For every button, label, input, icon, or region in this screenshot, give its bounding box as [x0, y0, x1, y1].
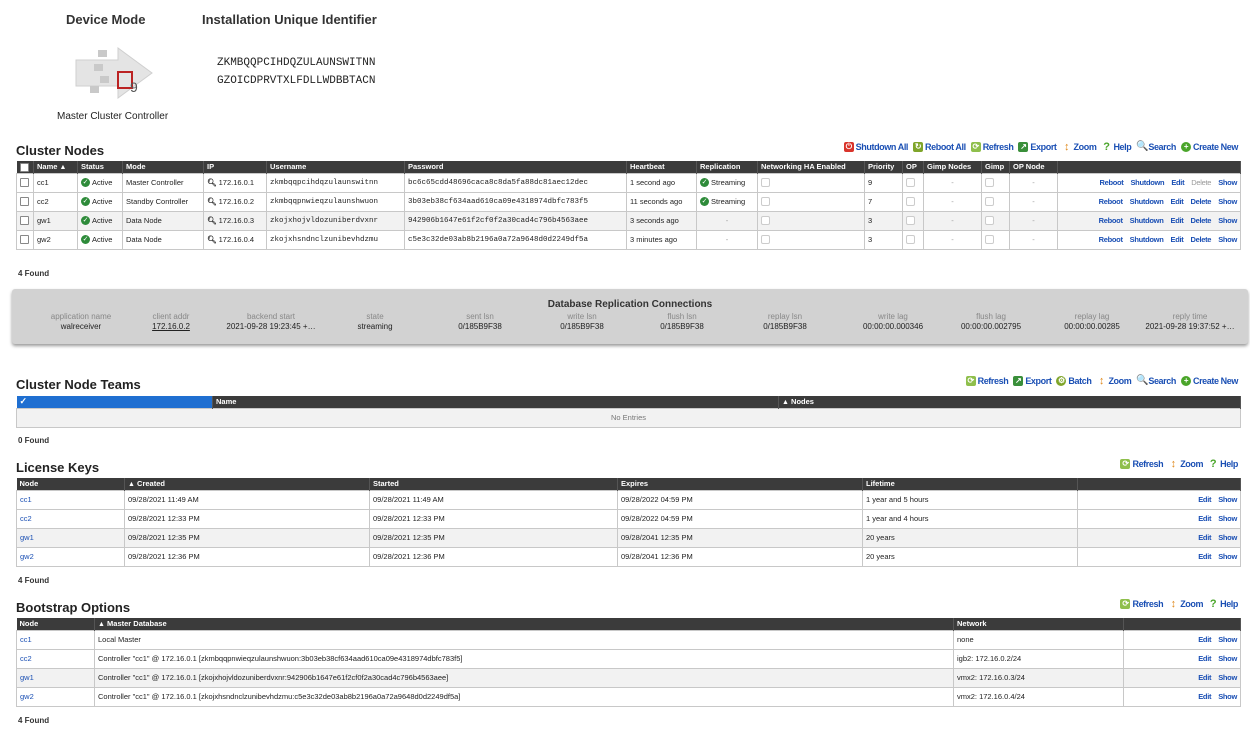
gimp-nodes-cell: -: [924, 173, 982, 192]
repl-reply-time: reply time 2021-09-28 19:37:52 +…: [1145, 312, 1235, 331]
teams-found: 0 Found: [18, 436, 50, 445]
expires-cell: 09/28/2041 12:36 PM: [618, 547, 863, 566]
username-cell: zkmbqqpcihdqzulaunswitnn: [267, 173, 405, 192]
search-button[interactable]: 🔍 Search: [1136, 375, 1176, 386]
repl-replay-lag: replay lag 00:00:00.00285: [1064, 312, 1120, 331]
create-new-button[interactable]: + Create New: [1181, 142, 1238, 152]
replication-cell: -: [697, 230, 758, 249]
networking-ha-checkbox: [758, 230, 865, 249]
mode-cell: Master Controller: [123, 173, 204, 192]
edit-link[interactable]: Edit: [1198, 495, 1212, 504]
sort-asc-icon: ▲: [59, 164, 67, 172]
show-link[interactable]: Show: [1218, 635, 1237, 644]
export-icon: ↗: [1020, 142, 1027, 151]
client-addr-link[interactable]: 172.16.0.2: [152, 322, 190, 331]
col-gimp[interactable]: Gimp: [982, 161, 1010, 173]
edit-link[interactable]: Edit: [1198, 552, 1212, 561]
edit-link[interactable]: Edit: [1170, 197, 1184, 206]
license-found: 4 Found: [18, 576, 50, 585]
select-all-checkbox[interactable]: ✓: [17, 396, 213, 408]
help-button[interactable]: ? Help: [1209, 598, 1238, 610]
bootstrap-table: [16, 618, 1241, 707]
col-replication[interactable]: Replication: [697, 161, 758, 173]
edit-link[interactable]: Edit: [1198, 514, 1212, 523]
row-actions: [1078, 509, 1241, 528]
op-checkbox: [903, 230, 924, 249]
priority-cell: 9: [865, 173, 903, 192]
op-node-cell: -: [1010, 211, 1058, 230]
col-op-node[interactable]: OP Node: [1010, 161, 1058, 173]
zoom-button[interactable]: ↕ Zoom: [1062, 142, 1097, 152]
row-actions: [1058, 211, 1241, 230]
op-checkbox: [903, 192, 924, 211]
node-link[interactable]: cc2: [17, 649, 95, 668]
priority-cell: 7: [865, 192, 903, 211]
col-op[interactable]: OP: [903, 161, 924, 173]
teams-title: Cluster Node Teams: [16, 377, 141, 392]
edit-link[interactable]: Edit: [1198, 654, 1212, 663]
replication-cell: ✓ Streaming: [697, 173, 758, 192]
row-actions: [1124, 630, 1241, 649]
show-link[interactable]: Show: [1218, 673, 1237, 682]
table-row: [17, 192, 1241, 211]
teams-toolbar: [966, 376, 1238, 386]
row-checkbox[interactable]: [17, 192, 34, 211]
node-link[interactable]: gw2: [17, 687, 95, 706]
node-link[interactable]: gw1: [17, 668, 95, 687]
created-cell: 09/28/2021 12:33 PM: [125, 509, 370, 528]
col-nodes[interactable]: ▲ Nodes: [779, 396, 1241, 408]
gimp-checkbox: [982, 192, 1010, 211]
repl-application-name: application name walreceiver: [50, 312, 112, 331]
repl-sent-lsn: sent lsn 0/185B9F38: [458, 312, 502, 331]
col-master-database[interactable]: ▲ Master Database: [95, 618, 954, 630]
plus-icon: +: [1181, 376, 1191, 386]
reboot-link[interactable]: Reboot: [1098, 197, 1123, 206]
ip-cell[interactable]: 🔍︎ 172.16.0.4: [204, 230, 267, 249]
op-node-cell: -: [1010, 230, 1058, 249]
sort-asc-icon: ▲: [98, 621, 105, 629]
heartbeat-cell: 3 minutes ago: [627, 230, 697, 249]
cluster-nodes-found: 4 Found: [18, 269, 50, 278]
row-checkbox[interactable]: [17, 211, 34, 230]
table-row: [17, 509, 1241, 528]
license-title: License Keys: [16, 460, 100, 475]
priority-cell: 3: [865, 230, 903, 249]
table-row: [17, 547, 1241, 566]
password-cell: 3b03eb38cf634aad610ca09e4318974dbfc783f5: [405, 192, 627, 211]
gimp-nodes-cell: -: [924, 230, 982, 249]
refresh-icon: ⟳: [967, 376, 974, 385]
device-mode-value: Master Cluster Controller: [57, 111, 169, 122]
col-gimp-nodes[interactable]: Gimp Nodes: [924, 161, 982, 173]
shutdown-link[interactable]: Shutdown: [1130, 178, 1165, 187]
node-name: gw2: [34, 230, 78, 249]
export-button[interactable]: ↗ Export: [1020, 142, 1057, 152]
started-cell: 09/28/2021 11:49 AM: [370, 490, 618, 509]
col-priority[interactable]: Priority: [865, 161, 903, 173]
show-link[interactable]: Show: [1218, 235, 1237, 244]
repl-backend-start: backend start 2021-09-28 19:23:45 +…: [226, 312, 316, 331]
gimp-nodes-cell: -: [924, 192, 982, 211]
password-cell: 942906b1647e61f2cf0f2a30cad4c796b4563aee: [405, 211, 627, 230]
refresh-button[interactable]: ⟳ Refresh: [972, 142, 1014, 152]
network-cell: vmx2: 172.16.0.3/24: [954, 668, 1124, 687]
node-name: cc1: [34, 173, 78, 192]
lifetime-cell: 20 years: [863, 547, 1078, 566]
show-link[interactable]: Show: [1218, 533, 1237, 542]
power-icon: ⏻: [844, 142, 854, 152]
created-cell: 09/28/2021 11:49 AM: [125, 490, 370, 509]
delete-link[interactable]: Delete: [1190, 235, 1212, 244]
col-actions: [1058, 161, 1241, 173]
username-cell: zkmbqqpnwieqzulaunshwuon: [267, 192, 405, 211]
help-button[interactable]: ? Help: [1209, 458, 1238, 470]
delete-link[interactable]: Delete: [1190, 216, 1212, 225]
help-button[interactable]: ? Help: [1103, 141, 1132, 153]
export-icon: ↗: [1015, 376, 1022, 385]
row-checkbox[interactable]: [17, 173, 34, 192]
search-button[interactable]: 🔍 Search: [1136, 141, 1176, 152]
row-actions: [1124, 668, 1241, 687]
select-all-checkbox[interactable]: [17, 161, 34, 173]
status-cell: ✓ Active: [78, 192, 123, 211]
repl-flush-lag: flush lag 00:00:00.002795: [960, 312, 1022, 331]
zoom-icon: ↕: [1098, 375, 1104, 387]
node-name: cc2: [34, 192, 78, 211]
shutdown-link[interactable]: Shutdown: [1129, 216, 1164, 225]
zoom-button[interactable]: ↕ Zoom: [1168, 599, 1203, 609]
edit-link[interactable]: Edit: [1198, 673, 1212, 682]
col-username[interactable]: Username: [267, 161, 405, 173]
refresh-icon: ⟳: [972, 142, 979, 151]
row-actions: [1124, 649, 1241, 668]
col-name[interactable]: Name ▲: [34, 161, 78, 173]
priority-cell: 3: [865, 211, 903, 230]
table-row: [17, 668, 1241, 687]
op-node-cell: -: [1010, 192, 1058, 211]
heartbeat-cell: 1 second ago: [627, 173, 697, 192]
delete-link-disabled: Delete: [1191, 178, 1212, 187]
check-circle-icon: ✓: [82, 198, 89, 206]
create-new-button[interactable]: + Create New: [1181, 376, 1238, 386]
master-database-cell: Controller "cc1" @ 172.16.0.1 [zkmbqqpnwieqzulaunshwuon:3b03eb38cf634aad610ca09e4318974dbfc783f5]: [95, 649, 954, 668]
shutdown-link[interactable]: Shutdown: [1129, 235, 1164, 244]
status-cell: ✓ Active: [78, 211, 123, 230]
table-row: [17, 211, 1241, 230]
show-link[interactable]: Show: [1218, 552, 1237, 561]
gimp-checkbox: [982, 211, 1010, 230]
row-actions: [1078, 528, 1241, 547]
col-node[interactable]: Node: [17, 478, 125, 490]
networking-ha-checkbox: [758, 192, 865, 211]
device-mode-heading: Device Mode: [66, 12, 146, 27]
replication-title: Database Replication Connections: [547, 299, 713, 310]
sort-asc-icon: ▲: [782, 399, 789, 407]
expires-cell: 09/28/2041 12:35 PM: [618, 528, 863, 547]
col-mode[interactable]: Mode: [123, 161, 204, 173]
table-row: [17, 173, 1241, 192]
shutdown-all-button[interactable]: ⏻ Shutdown All: [844, 142, 908, 152]
ip-cell[interactable]: 🔍︎ 172.16.0.3: [204, 211, 267, 230]
networking-ha-checkbox: [758, 211, 865, 230]
table-row: [17, 687, 1241, 706]
mode-cell: Data Node: [123, 230, 204, 249]
replication-cell: -: [697, 211, 758, 230]
zoom-icon: ↕: [1170, 598, 1176, 610]
table-row: [17, 528, 1241, 547]
delete-link[interactable]: Delete: [1190, 197, 1212, 206]
master-database-cell: Controller "cc1" @ 172.16.0.1 [zkojxhsndnclzunibevhdzmu:c5e3c32de03ab8b2196a0a72a9648d0d2249df5a]: [95, 687, 954, 706]
show-link[interactable]: Show: [1218, 692, 1237, 701]
iuid-line-2: GZOICDPRVTXLFDLLWDBBTACN: [217, 75, 376, 87]
network-cell: none: [954, 630, 1124, 649]
repl-state: state streaming: [357, 312, 393, 331]
created-cell: 09/28/2021 12:35 PM: [125, 528, 370, 547]
iuid-line-1: ZKMBQQPCIHDQZULAUNSWITNN: [217, 57, 376, 69]
networking-ha-checkbox: [758, 173, 865, 192]
created-cell: 09/28/2021 12:36 PM: [125, 547, 370, 566]
refresh-icon: ⟳: [1122, 459, 1129, 468]
expires-cell: 09/28/2022 04:59 PM: [618, 490, 863, 509]
iuid-heading: Installation Unique Identifier: [202, 12, 377, 27]
started-cell: 09/28/2021 12:35 PM: [370, 528, 618, 547]
check-circle-icon: ✓: [701, 198, 708, 206]
node-name: gw1: [34, 211, 78, 230]
repl-write-lag: write lag 00:00:00.000346: [862, 312, 924, 331]
row-actions: [1078, 490, 1241, 509]
reboot-icon: ↻: [914, 142, 922, 151]
magnifier-icon: 🔍︎: [207, 197, 217, 206]
op-checkbox: [903, 173, 924, 192]
sort-asc-icon: ▲: [128, 481, 135, 489]
bootstrap-toolbar: [1120, 599, 1238, 609]
show-link[interactable]: Show: [1218, 654, 1237, 663]
edit-link[interactable]: Edit: [1171, 178, 1185, 187]
node-link[interactable]: cc1: [17, 490, 125, 509]
search-icon: 🔍: [1136, 141, 1149, 152]
export-button[interactable]: ↗ Export: [1015, 376, 1052, 386]
empty-state: No Entries: [17, 408, 1241, 427]
col-created[interactable]: ▲ Created: [125, 478, 370, 490]
gimp-checkbox: [982, 230, 1010, 249]
started-cell: 09/28/2021 12:36 PM: [370, 547, 618, 566]
show-link[interactable]: Show: [1218, 495, 1237, 504]
show-link[interactable]: Show: [1218, 178, 1237, 187]
table-row: [17, 490, 1241, 509]
col-started[interactable]: Started: [370, 478, 618, 490]
license-table: [16, 478, 1241, 567]
show-link[interactable]: Show: [1218, 514, 1237, 523]
heartbeat-cell: 3 seconds ago: [627, 211, 697, 230]
username-cell: zkojxhsndnclzunibevhdzmu: [267, 230, 405, 249]
edit-link[interactable]: Edit: [1198, 635, 1212, 644]
col-password[interactable]: Password: [405, 161, 627, 173]
refresh-button[interactable]: ⟳ Refresh: [1122, 459, 1164, 469]
help-icon: ?: [1209, 598, 1217, 610]
node-link[interactable]: cc1: [17, 630, 95, 649]
license-toolbar: [1120, 459, 1238, 469]
search-icon: 🔍: [1136, 375, 1149, 386]
reboot-link[interactable]: Reboot: [1099, 178, 1124, 187]
help-icon: ?: [1209, 458, 1217, 470]
check-circle-icon: ✓: [82, 179, 89, 187]
op-checkbox: [903, 211, 924, 230]
edit-link[interactable]: Edit: [1198, 692, 1212, 701]
row-actions: [1078, 547, 1241, 566]
replication-panel: [12, 289, 1248, 344]
master-database-cell: Local Master: [95, 630, 954, 649]
op-node-cell: -: [1010, 173, 1058, 192]
node-link[interactable]: cc2: [17, 509, 125, 528]
batch-icon: ⚙: [1058, 376, 1065, 385]
col-status[interactable]: Status: [78, 161, 123, 173]
ip-cell[interactable]: 🔍︎ 172.16.0.1: [204, 173, 267, 192]
lifetime-cell: 20 years: [863, 528, 1078, 547]
magnifier-icon: 🔍︎: [207, 178, 217, 187]
lifetime-cell: 1 year and 5 hours: [863, 490, 1078, 509]
col-actions: [1078, 478, 1241, 490]
refresh-button[interactable]: ⟳ Refresh: [967, 376, 1009, 386]
username-cell: zkojxhojvldozuniberdvxnr: [267, 211, 405, 230]
col-network[interactable]: Network: [954, 618, 1124, 630]
zoom-icon: ↕: [1170, 458, 1176, 470]
refresh-icon: ⟳: [1122, 599, 1129, 608]
expires-cell: 09/28/2022 04:59 PM: [618, 509, 863, 528]
col-ip[interactable]: IP: [204, 161, 267, 173]
col-node[interactable]: Node: [17, 618, 95, 630]
help-icon: ?: [1103, 141, 1110, 153]
network-cell: vmx2: 172.16.0.4/24: [954, 687, 1124, 706]
row-actions: [1058, 230, 1241, 249]
col-lifetime[interactable]: Lifetime: [863, 478, 1078, 490]
row-checkbox[interactable]: [17, 230, 34, 249]
check-circle-icon: ✓: [701, 179, 708, 187]
mode-cell: Data Node: [123, 211, 204, 230]
repl-client-addr: client addr 172.16.0.2: [126, 312, 216, 331]
magnifier-icon: 🔍︎: [207, 235, 217, 244]
check-circle-icon: ✓: [82, 217, 89, 225]
zoom-icon: ↕: [1063, 141, 1070, 153]
reboot-link[interactable]: Reboot: [1098, 235, 1123, 244]
svg-text:9: 9: [130, 79, 138, 95]
check-circle-icon: ✓: [82, 236, 89, 244]
reboot-all-button[interactable]: ↻ Reboot All: [914, 142, 966, 152]
bootstrap-found: 4 Found: [18, 716, 50, 725]
master-database-cell: Controller "cc1" @ 172.16.0.1 [zkojxhojvldozuniberdvxnr:942906b1647e61f2cf0f2a30cad4c796b4563aee]: [95, 668, 954, 687]
password-cell: bc6c65cdd48696caca8c8da5fa88dc81aec12dec: [405, 173, 627, 192]
cluster-nodes-title: Cluster Nodes: [16, 143, 105, 158]
password-cell: c5e3c32de03ab8b2196a0a72a9648d0d2249df5a: [405, 230, 627, 249]
started-cell: 09/28/2021 12:33 PM: [370, 509, 618, 528]
gimp-checkbox: [982, 173, 1010, 192]
table-row: [17, 230, 1241, 249]
repl-replay-lsn: replay lsn 0/185B9F38: [763, 312, 807, 331]
row-actions: [1124, 687, 1241, 706]
device-mode-icon: [68, 42, 156, 104]
status-cell: ✓ Active: [78, 230, 123, 249]
zoom-button[interactable]: ↕ Zoom: [1096, 376, 1131, 386]
cluster-nodes-toolbar: [844, 142, 1238, 152]
refresh-button[interactable]: ⟳ Refresh: [1122, 599, 1164, 609]
show-link[interactable]: Show: [1218, 216, 1237, 225]
magnifier-icon: 🔍︎: [207, 216, 217, 225]
table-row: [17, 649, 1241, 668]
cluster-nodes-table: [16, 161, 1241, 250]
show-link[interactable]: Show: [1218, 197, 1237, 206]
table-row: [17, 630, 1241, 649]
node-link[interactable]: gw2: [17, 547, 125, 566]
col-name[interactable]: Name: [213, 396, 779, 408]
mode-cell: Standby Controller: [123, 192, 204, 211]
heartbeat-cell: 11 seconds ago: [627, 192, 697, 211]
col-actions: [1124, 618, 1241, 630]
col-networking-ha[interactable]: Networking HA Enabled: [758, 161, 865, 173]
teams-table: [16, 396, 1241, 428]
repl-write-lsn: write lsn 0/185B9F38: [560, 312, 604, 331]
gimp-nodes-cell: -: [924, 211, 982, 230]
status-cell: ✓ Active: [78, 173, 123, 192]
edit-link[interactable]: Edit: [1198, 533, 1212, 542]
repl-flush-lsn: flush lsn 0/185B9F38: [660, 312, 704, 331]
reboot-link[interactable]: Reboot: [1098, 216, 1123, 225]
lifetime-cell: 1 year and 4 hours: [863, 509, 1078, 528]
bootstrap-title: Bootstrap Options: [16, 600, 131, 615]
zoom-button[interactable]: ↕ Zoom: [1168, 459, 1203, 469]
network-cell: igb2: 172.16.0.2/24: [954, 649, 1124, 668]
row-actions: [1058, 192, 1241, 211]
row-actions: [1058, 173, 1241, 192]
edit-link[interactable]: Edit: [1170, 216, 1184, 225]
col-expires[interactable]: Expires: [618, 478, 863, 490]
batch-button[interactable]: ⚙ Batch: [1058, 376, 1092, 386]
shutdown-link[interactable]: Shutdown: [1129, 197, 1164, 206]
edit-link[interactable]: Edit: [1170, 235, 1184, 244]
col-heartbeat[interactable]: Heartbeat: [627, 161, 697, 173]
ip-cell[interactable]: 🔍︎ 172.16.0.2: [204, 192, 267, 211]
plus-icon: +: [1181, 142, 1191, 152]
node-link[interactable]: gw1: [17, 528, 125, 547]
replication-cell: ✓ Streaming: [697, 192, 758, 211]
